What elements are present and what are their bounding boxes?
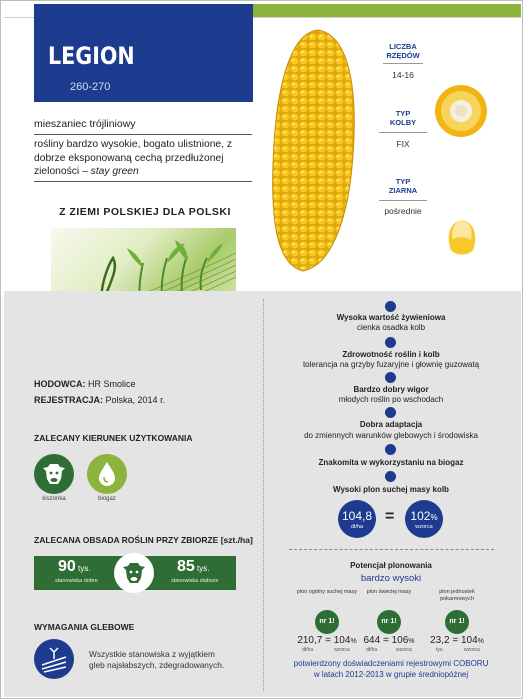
feature-desc: cienka osadka kolb (356, 323, 426, 332)
density-weak-unit: tys. (197, 564, 210, 573)
density-title: ZALECANA OBSADA ROŚLIN PRZY ZBIORZE [szt./ha] (34, 535, 253, 545)
usage-title: ZALECANY KIERUNEK UŻYTKOWANIA (34, 433, 193, 443)
pct-symbol: % (408, 638, 415, 645)
usage-label: kiszonka (42, 496, 66, 502)
potential-values (296, 635, 358, 646)
slogan: Z ZIEMI POLSKIEJ DLA POLSKI (59, 206, 231, 218)
chevron-down-icon (385, 301, 396, 312)
potential-pct: 104 (460, 635, 478, 646)
soil-text-line: Wszystkie stanowiska z wyjątkiem (89, 649, 215, 659)
density-weak-caption: stanowiska słabsze (171, 578, 219, 584)
soil-title: WYMAGANIA GLEBOWE (34, 622, 135, 632)
feature-desc: tolerancja na grzyby fuzaryjne i głownię guzowatą (302, 360, 480, 369)
potential-pct: 104 (333, 635, 351, 646)
cob-cross-section-icon (434, 83, 488, 139)
dry-mass-yield-badge (338, 500, 376, 538)
variety-description (34, 138, 256, 179)
cow-icon-graphic (114, 553, 154, 593)
chevron-down-icon (385, 471, 396, 482)
trait-label-text: LICZBA RZĘDÓW (386, 42, 420, 60)
chevron-down-icon (385, 407, 396, 418)
pct-symbol: % (430, 513, 438, 522)
description-emphasis: stay green (90, 166, 139, 177)
trait-label (383, 109, 423, 127)
density-good-value: 90 (58, 558, 76, 575)
equals-sign: = (385, 508, 395, 525)
density-weak-value: 85 (177, 558, 195, 575)
potential-caption: plon jednostek pokarmowych (439, 589, 475, 602)
confirmation-note (281, 658, 501, 680)
trait-divider (379, 132, 427, 133)
top-accent-bar (253, 4, 521, 18)
potential-subtitle: bardzo wysoki (360, 573, 422, 584)
feature-title: Dobra adaptacja (359, 420, 423, 429)
unit-label: wzorca (464, 647, 480, 653)
potential-value: 644 (363, 635, 381, 646)
registration-row (34, 395, 165, 405)
potential-pct: 106 (391, 635, 409, 646)
potential-caption: plon świeżej masy (366, 589, 412, 595)
trait-value: pośrednie (384, 206, 422, 216)
potential-caption: plon ogólny suchej masy (296, 589, 358, 595)
soil-text (89, 649, 224, 671)
potential-title: Potencjał plonowania (350, 561, 432, 570)
usage-label: biogaz (98, 496, 116, 502)
registration-value: Polska, 2014 r. (105, 395, 166, 405)
unit-label: dt/ha (302, 647, 314, 653)
description-text: rośliny bardzo wysokie, bogato ulistnione, z dobrze eksponowaną cechą przedłużonej zieloności – (34, 139, 233, 177)
dry-mass-pct-badge (405, 500, 443, 538)
equals-sign: = (452, 635, 459, 646)
trait-divider (383, 63, 423, 64)
unit-label: dt/ha (366, 647, 378, 653)
trait-label-text: TYP ZIARNA (388, 177, 418, 195)
dashed-separator (289, 549, 494, 550)
trait-value: 14-16 (392, 70, 414, 80)
cow-icon (114, 553, 154, 593)
unit-label: wzorca (396, 647, 412, 653)
breeder-label: HODOWCA: (34, 379, 86, 389)
fao-number: 260-270 (70, 81, 111, 93)
density-good-unit: tys. (78, 564, 91, 573)
kernel-icon (445, 218, 479, 258)
dry-mass-pct-unit: wzorca (415, 524, 433, 530)
potential-values (358, 635, 420, 646)
potential-value: 210,7 (297, 635, 323, 646)
feature-desc: młodych roślin po wschodach (338, 395, 444, 404)
confirmation-line: potwierdzony doświadczeniami rejestrowymi COBORU (293, 659, 489, 668)
unit-label: tys. (436, 647, 444, 653)
density-good-caption: stanowiska dobre (55, 578, 98, 584)
unit-label: wzorca (334, 647, 350, 653)
feature-title: Wysoka wartość żywieniowa (336, 313, 446, 322)
divider (34, 134, 252, 135)
potential-values (426, 635, 488, 646)
nr1-badge: nr 1! (445, 610, 469, 634)
cow-icon (34, 454, 74, 494)
feature-title: Bardzo dobry wigor (353, 385, 429, 394)
dry-mass-pct-value (405, 509, 443, 523)
equals-sign: = (382, 635, 389, 646)
dry-mass-yield-value: 104,8 (341, 509, 373, 523)
pct-symbol: % (350, 638, 357, 645)
corn-cob-illustration (263, 25, 373, 275)
trait-label-text: TYP KOLBY (389, 109, 417, 127)
hybrid-type: mieszaniec trójliniowy (34, 118, 136, 130)
feature-title: Znakomita w wykorzystaniu na biogaz (318, 458, 464, 467)
drop-icon-graphic (87, 454, 127, 494)
trait-label (383, 42, 423, 60)
dry-mass-yield-unit: dt/ha (350, 524, 364, 530)
registration-label: REJESTRACJA: (34, 395, 104, 405)
field-icon-graphic (34, 639, 74, 679)
nr1-badge: nr 1! (315, 610, 339, 634)
column-divider (263, 299, 264, 691)
chevron-down-icon (385, 337, 396, 348)
breeder-value: HR Smolice (88, 379, 136, 389)
trait-label (383, 177, 423, 195)
biogas-drop-icon (87, 454, 127, 494)
variety-name: LEGION (48, 42, 135, 70)
chevron-down-icon (385, 372, 396, 383)
nr1-badge: nr 1! (377, 610, 401, 634)
title-block (34, 4, 253, 102)
pct-symbol: % (477, 638, 484, 645)
feature-title: Zdrowotność roślin i kolb (342, 350, 440, 359)
potential-value: 23,2 (430, 635, 450, 646)
trait-divider (379, 200, 427, 201)
trait-value: FIX (396, 139, 410, 149)
pct-number: 102 (410, 509, 431, 523)
feature-desc: do zmiennych warunków glebowych i środowiska (304, 431, 478, 440)
chevron-down-icon (385, 444, 396, 455)
cow-icon-graphic (34, 454, 74, 494)
feature-title: Wysoki plon suchej masy kolb (333, 485, 449, 494)
soil-text-line: gleb najsłabszych, zdegradowanych. (89, 660, 225, 670)
soil-field-icon (34, 639, 74, 679)
equals-sign: = (325, 635, 331, 646)
divider (34, 181, 252, 182)
confirmation-line: w latach 2012-2013 w grupie średniopóźnej (313, 670, 469, 679)
breeder-row (34, 379, 136, 389)
